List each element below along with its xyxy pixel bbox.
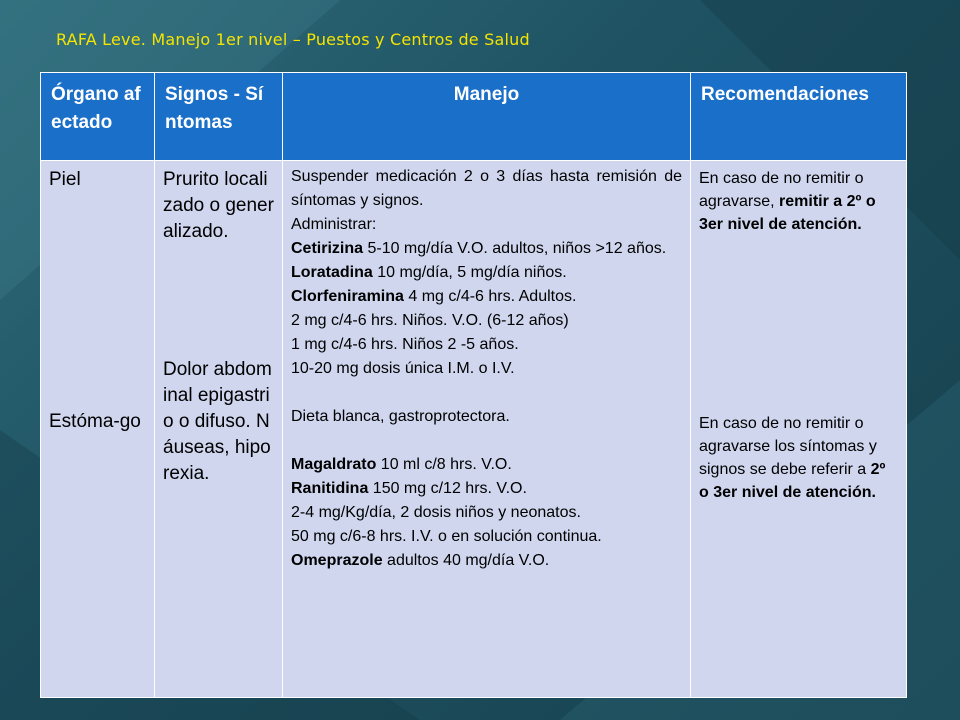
management-line: Administrar: [291,216,377,233]
management-line: Dieta blanca, gastroprotectora. [291,408,510,425]
recommendation-skin: En caso de no remitir o agravarse, remitir a 2º o 3er nivel de atención. [699,170,876,233]
management-line: Cetirizina 5-10 mg/día V.O. adultos, niños >12 años. [291,240,667,257]
management-line: 2-4 mg/Kg/día, 2 dosis niños y neonatos. [291,504,581,521]
header-signs: Signos - Síntomas [155,73,283,161]
management-line: 10-20 mg dosis única I.M. o I.V. [291,360,515,377]
header-organ: Órgano afectado [41,73,155,161]
management-line: Magaldrato 10 ml c/8 hrs. V.O. [291,456,512,473]
signs-skin: Prurito localizado o generalizado. [163,169,274,242]
management-line: 1 mg c/4-6 hrs. Niños 2 -5 años. [291,336,519,353]
treatment-table [40,72,907,698]
signs-cell [155,161,283,698]
organ-skin: Piel [49,169,81,190]
recommendation-stomach: En caso de no remitir o agravarse los síntomas y signos se debe referir a 2º o 3er nivel de atención. [699,415,886,501]
management-cell [283,161,691,698]
management-line: Ranitidina 150 mg c/12 hrs. V.O. [291,480,527,497]
recommendation-cell [691,161,907,698]
management-line: Loratadina 10 mg/día, 5 mg/día niños. [291,264,567,281]
management-line: Clorfeniramina 4 mg c/4-6 hrs. Adultos. [291,288,577,305]
organ-cell [41,161,155,698]
organ-stomach: Estóma-go [49,411,141,432]
table-row [41,161,907,698]
management-line: Suspender medicación 2 o 3 días hasta remisión de síntomas y signos. [291,168,682,209]
signs-stomach: Dolor abdominal epigastrio o difuso. Náuseas, hiporexia. [163,359,272,484]
header-recommendations: Recomendaciones [691,73,907,161]
header-management: Manejo [283,73,691,161]
management-line: Omeprazole adultos 40 mg/día V.O. [291,552,550,569]
slide-title: RAFA Leve. Manejo 1er nivel – Puestos y Centros de Salud [56,30,530,49]
management-line: 50 mg c/6-8 hrs. I.V. o en solución continua. [291,528,602,545]
management-line: 2 mg c/4-6 hrs. Niños. V.O. (6-12 años) [291,312,569,329]
table-header-row [41,73,907,161]
